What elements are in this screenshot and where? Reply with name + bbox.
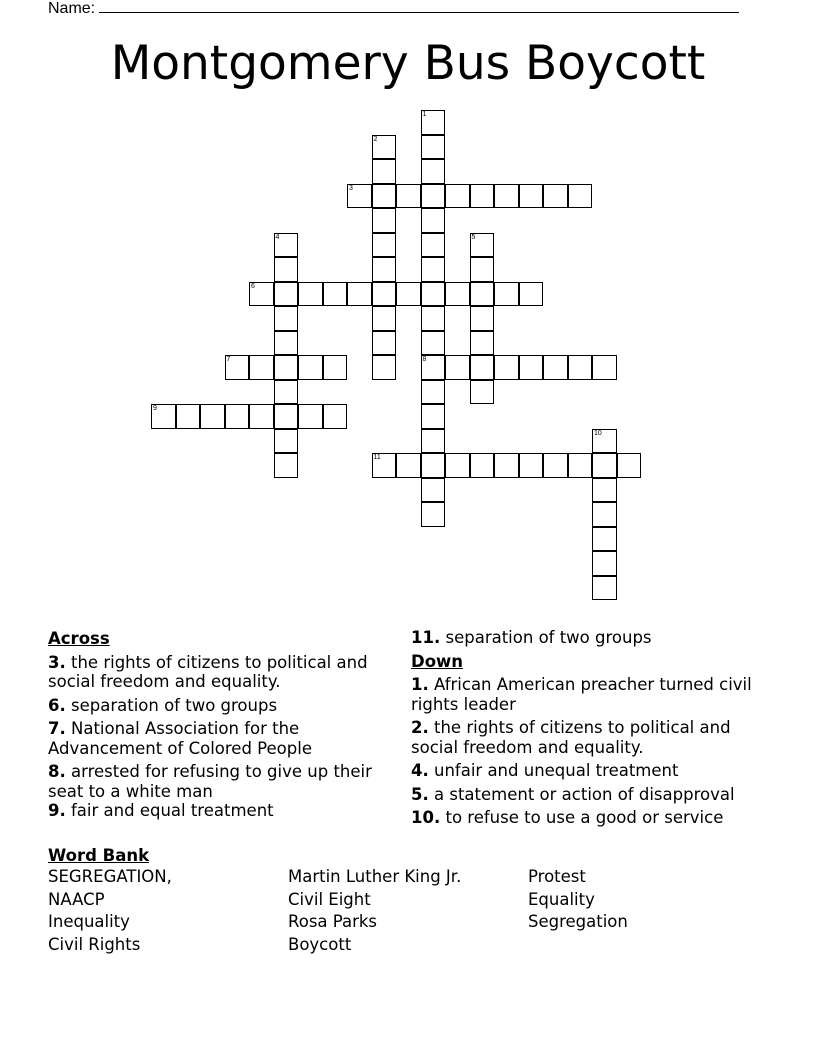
crossword-cell[interactable]: [421, 429, 446, 454]
crossword-cell[interactable]: [421, 306, 446, 331]
crossword-cell[interactable]: [592, 502, 617, 527]
crossword-cell[interactable]: [421, 478, 446, 503]
cell-number: 4: [275, 233, 280, 241]
crossword-cell[interactable]: [372, 331, 397, 356]
word-bank-column: [48, 866, 288, 957]
crossword-cell[interactable]: [347, 282, 372, 307]
crossword-cell[interactable]: [396, 184, 421, 209]
clue-number: 10.: [411, 808, 441, 827]
crossword-cell[interactable]: [372, 159, 397, 184]
crossword-cell[interactable]: [494, 282, 519, 307]
word-bank-item: Martin Luther King Jr.: [288, 867, 462, 886]
crossword-cell[interactable]: [421, 233, 446, 258]
crossword-cell[interactable]: [372, 233, 397, 258]
crossword-cell[interactable]: [445, 453, 470, 478]
word-bank-item: Boycott: [288, 935, 352, 955]
crossword-cell[interactable]: [249, 355, 274, 380]
crossword-cell[interactable]: [568, 453, 593, 478]
crossword-cell[interactable]: [274, 355, 299, 380]
clue-number: 7.: [48, 719, 66, 738]
crossword-cell[interactable]: [421, 380, 446, 405]
clue-text: National Association for the Advancement of Colored People: [48, 719, 312, 758]
crossword-cell[interactable]: [617, 453, 642, 478]
crossword-cell[interactable]: [274, 331, 299, 356]
crossword-cell[interactable]: [470, 257, 495, 282]
crossword-cell[interactable]: [421, 159, 446, 184]
crossword-cell[interactable]: [372, 306, 397, 331]
clues-column-right: [411, 628, 771, 832]
clue-number: 3.: [48, 652, 66, 672]
crossword-cell[interactable]: [372, 282, 397, 307]
clues-column-left: [48, 628, 398, 825]
crossword-cell[interactable]: [421, 282, 446, 307]
crossword-cell[interactable]: [323, 404, 348, 429]
clue-down-10: [411, 808, 771, 828]
crossword-cell[interactable]: [421, 208, 446, 233]
crossword-cell[interactable]: [470, 306, 495, 331]
crossword-cell[interactable]: [225, 355, 250, 380]
crossword-cell[interactable]: [470, 453, 495, 478]
crossword-cell[interactable]: [519, 282, 544, 307]
crossword-cell[interactable]: [274, 453, 299, 478]
page-title: Montgomery Bus Boycott: [110, 36, 706, 91]
crossword-cell[interactable]: [470, 282, 495, 307]
clue-text: a statement or action of disapproval: [434, 784, 735, 804]
crossword-cell[interactable]: [421, 184, 446, 209]
cell-number: 10: [594, 429, 602, 437]
clue-down-2: [411, 718, 771, 757]
name-label: Name:: [48, 0, 96, 17]
crossword-cell[interactable]: [494, 355, 519, 380]
clue-down-5: [411, 785, 771, 805]
crossword-cell[interactable]: [543, 453, 568, 478]
clue-down-4: [411, 761, 771, 781]
crossword-cell[interactable]: [421, 257, 446, 282]
word-bank-item: Equality: [528, 889, 595, 909]
clue-text: arrested for refusing to give up their seat to a white man: [48, 762, 372, 801]
word-bank: [48, 845, 768, 957]
crossword-cell[interactable]: [274, 306, 299, 331]
crossword-cell[interactable]: [568, 184, 593, 209]
crossword-cell[interactable]: [274, 257, 299, 282]
cell-number: 2: [373, 135, 378, 143]
crossword-cell[interactable]: [347, 184, 372, 209]
word-bank-item: Civil Rights: [48, 935, 141, 955]
crossword-cell[interactable]: [421, 404, 446, 429]
crossword-cell[interactable]: [372, 135, 397, 160]
crossword-cell[interactable]: [176, 404, 201, 429]
crossword-cell[interactable]: [470, 355, 495, 380]
cell-number: 9: [153, 405, 157, 412]
clue-text: the rights of citizens to political and social freedom and equality.: [411, 718, 731, 757]
crossword-cell[interactable]: [372, 453, 397, 478]
clue-text: to refuse to use a good or service: [445, 808, 724, 827]
clue-number: 8.: [48, 762, 66, 781]
word-bank-item: Protest: [528, 867, 586, 886]
clue-number: 11.: [411, 628, 441, 647]
crossword-cell[interactable]: [445, 355, 470, 380]
crossword-cell[interactable]: [298, 404, 323, 429]
crossword-cell[interactable]: [323, 355, 348, 380]
crossword-cell[interactable]: [494, 453, 519, 478]
crossword-cell[interactable]: [592, 453, 617, 478]
crossword-cell[interactable]: [421, 331, 446, 356]
cell-number: 1: [422, 111, 427, 118]
clue-number: 9.: [48, 801, 66, 820]
clue-text: the rights of citizens to political and social freedom and equality.: [48, 652, 368, 691]
crossword-cell[interactable]: [274, 380, 299, 405]
crossword-cell[interactable]: [445, 282, 470, 307]
crossword-cell[interactable]: [372, 355, 397, 380]
word-bank-item: Inequality: [48, 912, 130, 932]
crossword-cell[interactable]: [274, 233, 299, 258]
crossword-cell[interactable]: [396, 453, 421, 478]
word-bank-item: SEGREGATION,: [48, 867, 172, 886]
crossword-cell[interactable]: [421, 502, 446, 527]
crossword-cell[interactable]: [249, 282, 274, 307]
crossword-cell[interactable]: [519, 355, 544, 380]
clue-across-7: [48, 719, 398, 758]
crossword-cell[interactable]: [592, 478, 617, 503]
crossword-cell[interactable]: [225, 404, 250, 429]
word-bank-item: Rosa Parks: [288, 912, 378, 932]
crossword-cell[interactable]: [298, 355, 323, 380]
clue-number: 4.: [411, 761, 429, 780]
crossword-cell[interactable]: [151, 404, 176, 429]
cell-number: 7: [226, 356, 231, 363]
crossword-cell[interactable]: [323, 282, 348, 307]
clue-down-1: [411, 675, 771, 714]
clue-text: separation of two groups: [445, 628, 652, 647]
word-bank-column: [288, 866, 528, 957]
word-bank-column: [528, 866, 768, 957]
clue-text: African American preacher turned civil rights leader: [411, 675, 752, 714]
word-bank-item: Civil Eight: [288, 889, 371, 909]
clue-across-8: [48, 762, 398, 801]
crossword-cell[interactable]: [592, 355, 617, 380]
clue-number: 6.: [48, 695, 66, 715]
crossword-cell[interactable]: [592, 551, 617, 576]
crossword-cell[interactable]: [592, 576, 617, 601]
cell-number: 5: [471, 233, 476, 241]
crossword-cell[interactable]: [568, 355, 593, 380]
crossword-cell[interactable]: [519, 453, 544, 478]
crossword-cell[interactable]: [249, 404, 274, 429]
clue-number: 2.: [411, 718, 429, 737]
clue-number: 1.: [411, 675, 429, 694]
clue-text: fair and equal treatment: [71, 801, 274, 820]
cell-number: 11: [373, 454, 381, 461]
crossword-cell[interactable]: [421, 110, 446, 135]
word-bank-item: NAACP: [48, 889, 105, 909]
cell-number: 3: [349, 184, 353, 192]
crossword-cell[interactable]: [274, 404, 299, 429]
crossword-cell[interactable]: [470, 233, 495, 258]
crossword-cell[interactable]: [298, 282, 323, 307]
crossword-cell[interactable]: [396, 282, 421, 307]
crossword-cell[interactable]: [372, 208, 397, 233]
crossword-cell[interactable]: [274, 429, 299, 454]
crossword-cell[interactable]: [372, 257, 397, 282]
crossword-cell[interactable]: [200, 404, 225, 429]
crossword-cell[interactable]: [470, 184, 495, 209]
down-heading: Down: [411, 651, 464, 671]
crossword-cell[interactable]: [543, 355, 568, 380]
crossword-cell[interactable]: [470, 331, 495, 356]
crossword-cell[interactable]: [519, 184, 544, 209]
clue-text: separation of two groups: [71, 695, 278, 715]
clue-across-6: [48, 696, 398, 716]
crossword-cell[interactable]: [543, 184, 568, 209]
crossword-cell[interactable]: [274, 282, 299, 307]
crossword-cell[interactable]: [470, 380, 495, 405]
cell-number: 6: [251, 282, 255, 290]
clue-across-11: [411, 628, 771, 648]
clue-across-9: [48, 801, 398, 821]
crossword-cell[interactable]: [592, 527, 617, 552]
across-heading: Across: [48, 629, 110, 648]
crossword-cell[interactable]: [494, 184, 519, 209]
word-bank-heading: Word Bank: [48, 846, 150, 865]
crossword-cell[interactable]: [421, 355, 446, 380]
crossword-cell[interactable]: [421, 135, 446, 160]
clue-across-3: [48, 653, 398, 692]
clue-text: unfair and unequal treatment: [434, 761, 679, 780]
crossword-cell[interactable]: [372, 184, 397, 209]
crossword-cell[interactable]: [421, 453, 446, 478]
word-bank-item: Segregation: [528, 912, 628, 932]
clue-number: 5.: [411, 784, 429, 804]
crossword-cell[interactable]: [445, 184, 470, 209]
cell-number: 8: [422, 356, 427, 363]
crossword-cell[interactable]: [592, 429, 617, 454]
